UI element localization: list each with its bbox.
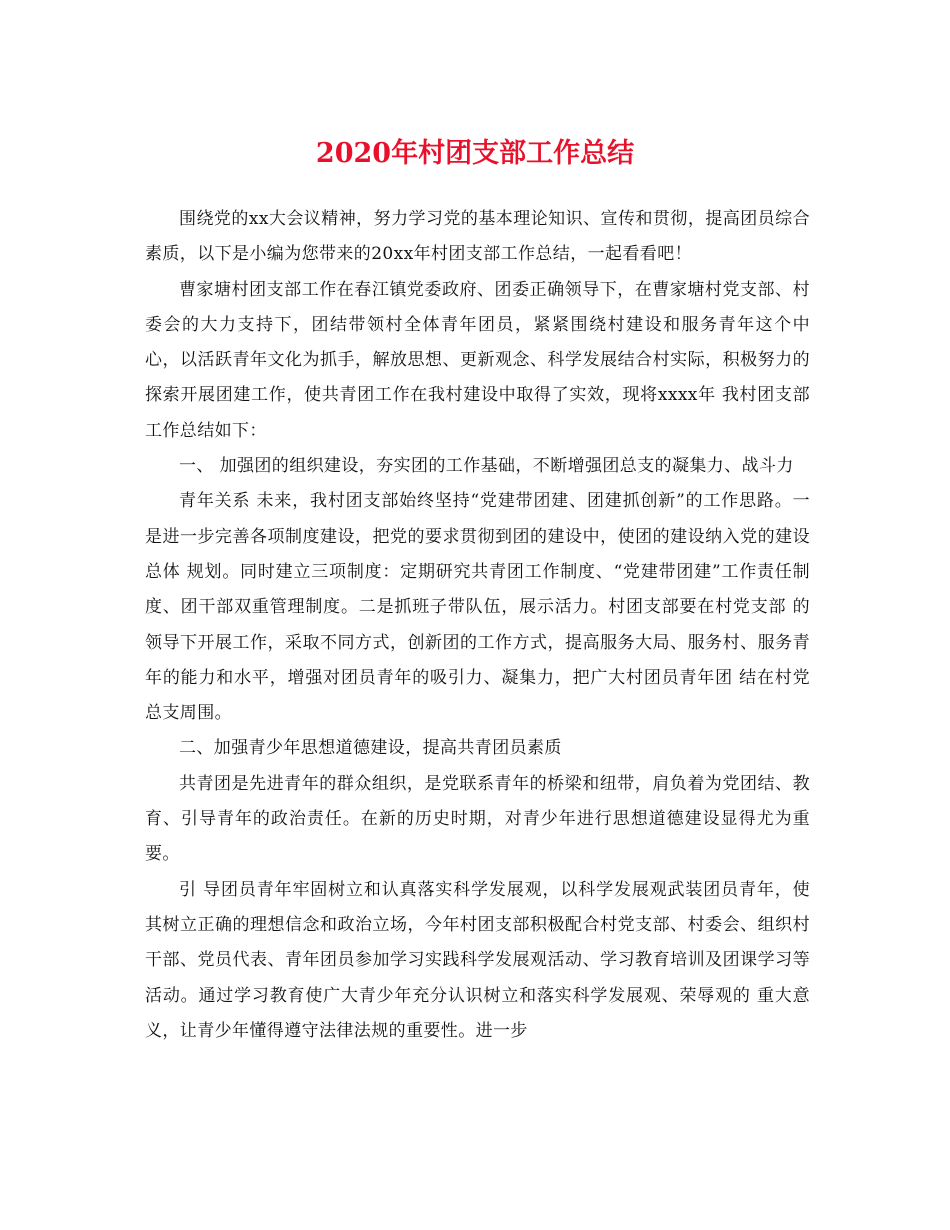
section-heading-1: 一、 加强团的组织建设，夯实团的工作基础，不断增强团总支的凝集力、战斗力 — [179, 456, 794, 477]
paragraph-intro: 围绕党的xx大会议精神，努力学习党的基本理论知识、宣传和贯彻，提高团员综合素质，以下是小编为您带来的20xx年村团支部工作总结，一起看看吧！ — [145, 209, 810, 265]
paragraph-section-2b: 引 导团员青年牢固树立和认真落实科学发展观，以科学发展观武装团员青年，使其树立正确的理想信念和政治立场，今年村团支部积极配合村党支部、村委会、组织村 干部、党员代表、青年团员参加学习实践科学发展观活动、学习教育培训及团课学习等活动。通过学习教育使广大青少年充分认识树立和落实科学发展观、荣辱观的 重大意义，让青少年懂得遵守法律法规的重要性。进一步 — [145, 879, 810, 1041]
paragraph-overview: 曹家塘村团支部工作在春江镇党委政府、团委正确领导下，在曹家塘村党支部、村委会的大力支持下，团结带领村全体青年团员，紧紧围绕村建设和服务青年这个中 心，以活跃青年文化为抓手，解放思想、更新观念、科学发展结合村实际，积极努力的探索开展团建工作，使共青团工作在我村建设中取得了实效，现将xxxx年 我村团支部工作总结如下： — [145, 279, 810, 441]
paragraph-section-1: 青年关系 未来，我村团支部始终坚持“党建带团建、团建抓创新”的工作思路。一是进一步完善各项制度建设，把党的要求贯彻到团的建设中，使团的建设纳入党的建设总体 规划。同时建立三项制度：定期研究共青团工作制度、“党建带团建”工作责任制度、团干部双重管理制度。二是抓班子带队伍，展示活力。村团支部要在村党支部 的领导下开展工作，采取不同方式，创新团的工作方式，提高服务大局、服务村、服务青年的能力和水平，增强对团员青年的吸引力、凝集力，把广大村团员青年团 结在村党总支周围。 — [145, 491, 810, 724]
document-body — [145, 202, 810, 1049]
paragraph-section-2a: 共青团是先进青年的群众组织，是党联系青年的桥梁和纽带，肩负着为党团结、教育、引导青年的政治责任。在新的历史时期，对青少年进行思想道德建设显得尤为重要。 — [145, 773, 810, 865]
document-title: 2020年村团支部工作总结 — [315, 138, 635, 169]
section-heading-2: 二、加强青少年思想道德建设，提高共青团员素质 — [179, 738, 562, 759]
